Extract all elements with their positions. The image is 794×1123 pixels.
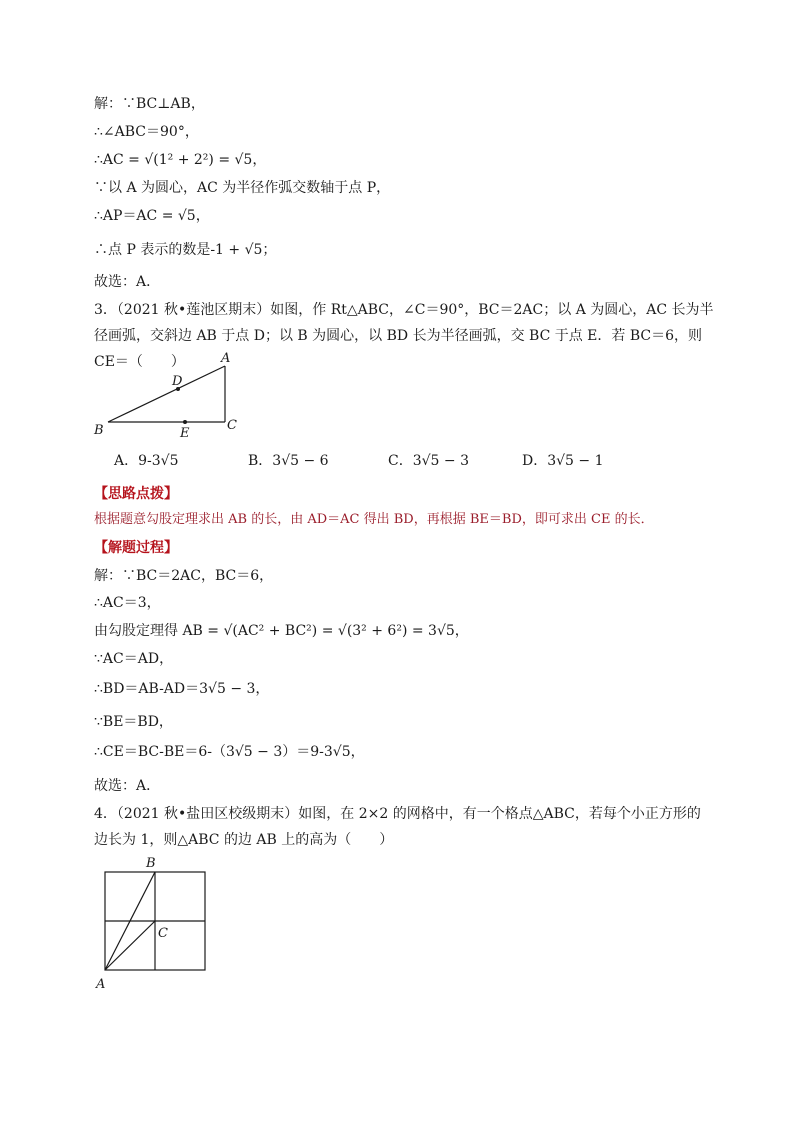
solution-line: 解：∵BC⊥AB，: [94, 96, 205, 112]
solution-line: ∵AC＝AD，: [94, 651, 174, 667]
hint-title: 【思路点拨】: [94, 486, 178, 502]
solution-line: ∴BD＝AB-AD＝3√5 − 3，: [94, 681, 270, 697]
question-4-text: 4．（2021 秋•盐田区校级期末）如图，在 2×2 的网格中，有一个格点△ABC，若每个小正方形的边长为 1，则△ABC 的边 AB 上的高为（ ）: [94, 806, 701, 848]
process-title: 【解题过程】: [94, 540, 178, 556]
option-c[interactable]: C．3√5 − 3: [388, 453, 469, 469]
solution-line: ∴点 P 表示的数是-1 + √5；: [94, 242, 277, 258]
question-4-figure: [90, 852, 220, 994]
point-label-d: D: [172, 374, 183, 389]
solution-line: 解：∵BC＝2AC，BC＝6，: [94, 568, 274, 584]
solution-line: ∵以 A 为圆心，AC 为半径作弧交数轴于点 P，: [94, 180, 391, 196]
solution-line: ∴∠ABC＝90°，: [94, 124, 199, 140]
solution-line: ∴CE＝BC-BE＝6-（3√5 − 3）＝9-3√5，: [94, 744, 365, 760]
solution-line: 故选：A．: [94, 778, 161, 794]
vertex-label-a: A: [221, 351, 231, 366]
vertex-label-b: B: [146, 856, 156, 871]
question-3-figure: [90, 350, 250, 442]
hint-text: 根据题意勾股定理求出 AB 的长，由 AD＝AC 得出 BD，再根据 BE＝BD，即可求出 CE 的长．: [94, 512, 654, 527]
solution-line: ∴AP＝AC = √5，: [94, 208, 210, 224]
solution-line: 故选：A．: [94, 274, 161, 290]
option-b[interactable]: B．3√5 − 6: [248, 453, 329, 469]
option-a[interactable]: A．9-3√5: [114, 453, 179, 469]
solution-line: ∴AC＝3，: [94, 595, 161, 611]
vertex-label-c: C: [227, 418, 237, 433]
vertex-label-b: B: [94, 423, 104, 438]
option-d[interactable]: D．3√5 − 1: [522, 453, 604, 469]
solution-line: 由勾股定理得 AB = √(AC² + BC²) = √(3² + 6²) = 3√5，: [94, 623, 469, 639]
vertex-label-c: C: [158, 926, 168, 941]
point-label-e: E: [180, 426, 190, 441]
solution-line: ∴AC = √(1² + 2²) = √5，: [94, 152, 267, 168]
solution-line: ∵BE＝BD，: [94, 714, 173, 730]
question-3-text: 3．（2021 秋•莲池区期末）如图，作 Rt△ABC，∠C＝90°，BC＝2AC；以 A 为圆心，AC 长为半径画弧，交斜边 AB 于点 D；以 B 为圆心，以 BD 长为半径画弧，交 BC 于点 E．若 BC＝6，则 CE＝（ ）: [94, 302, 714, 370]
vertex-label-a: A: [96, 977, 106, 992]
